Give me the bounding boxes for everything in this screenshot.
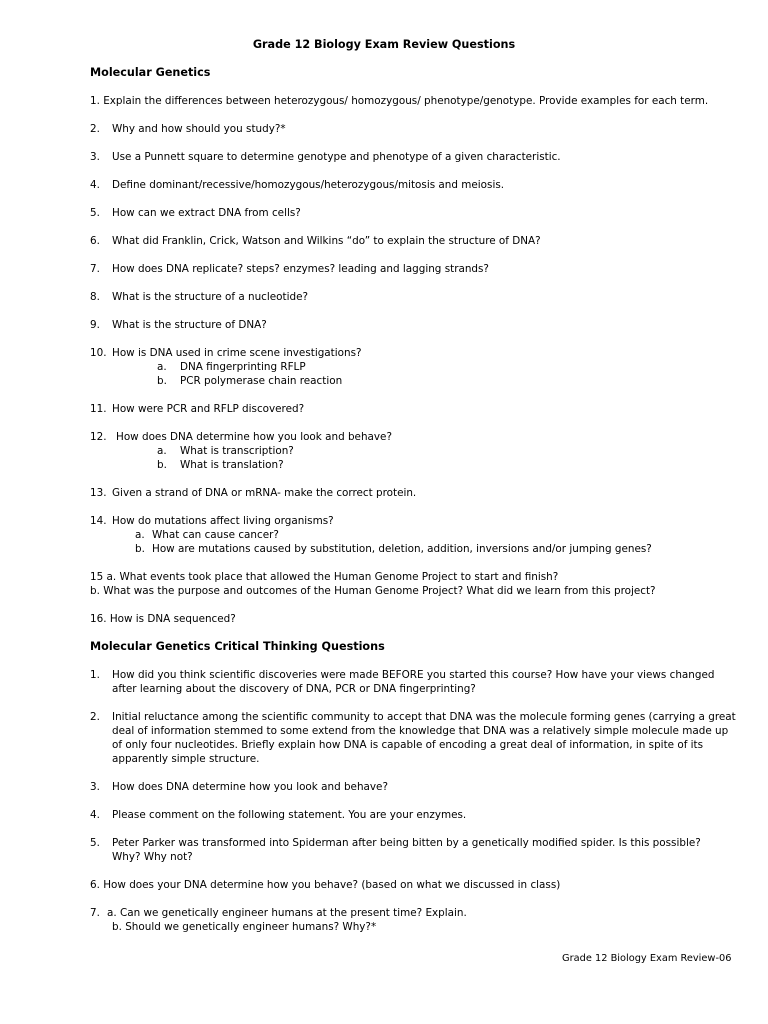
question-14a-label: a.: [135, 529, 145, 541]
critical-question-1-line-1: How did you think scientific discoveries were made BEFORE you started this course? How have your views changed: [112, 669, 715, 681]
question-15b: b. What was the purpose and outcomes of the Human Genome Project? What did we learn from this project?: [90, 585, 656, 597]
question-2-number: 2.: [90, 123, 100, 135]
critical-question-1-number: 1.: [90, 669, 100, 681]
question-4: Define dominant/recessive/homozygous/heterozygous/mitosis and meiosis.: [112, 179, 505, 191]
question-8-number: 8.: [90, 291, 100, 303]
question-11-number: 11.: [90, 403, 107, 415]
question-12a: What is transcription?: [180, 445, 294, 457]
critical-question-4-number: 4.: [90, 809, 100, 821]
critical-question-2-line-1: Initial reluctance among the scientific community to accept that DNA was the molecule forming genes (carrying a great: [112, 711, 736, 723]
question-4-number: 4.: [90, 179, 100, 191]
critical-question-3: How does DNA determine how you look and behave?: [112, 781, 388, 793]
question-11: How were PCR and RFLP discovered?: [112, 403, 305, 415]
question-12a-label: a.: [157, 445, 167, 457]
critical-question-2-number: 2.: [90, 711, 100, 723]
question-3-number: 3.: [90, 151, 100, 163]
question-10: How is DNA used in crime scene investigations?: [112, 347, 362, 359]
question-13-number: 13.: [90, 487, 107, 499]
question-10b: PCR polymerase chain reaction: [180, 375, 343, 387]
question-15a: 15 a. What events took place that allowed the Human Genome Project to start and finish?: [90, 571, 559, 583]
page-footer: Grade 12 Biology Exam Review-06: [562, 953, 732, 964]
critical-question-7-number: 7.: [90, 907, 100, 919]
critical-question-3-number: 3.: [90, 781, 100, 793]
question-5: How can we extract DNA from cells?: [112, 207, 301, 219]
section-heading-molecular-genetics: Molecular Genetics: [90, 66, 211, 79]
critical-question-1-line-2: after learning about the discovery of DNA, PCR or DNA fingerprinting?: [112, 683, 476, 695]
critical-question-2-line-4: apparently simple structure.: [112, 753, 260, 765]
question-12-number: 12.: [90, 431, 107, 443]
critical-question-5-line-1: Peter Parker was transformed into Spiderman after being bitten by a genetically modified spider. Is this possible?: [112, 837, 701, 849]
question-10a: DNA fingerprinting RFLP: [180, 361, 306, 373]
critical-question-2-line-2: deal of information stemmed to some extend from the knowledge that DNA was a relatively simple molecule made up: [112, 725, 729, 737]
critical-question-5-number: 5.: [90, 837, 100, 849]
question-10-number: 10.: [90, 347, 107, 359]
question-12b: What is translation?: [180, 459, 284, 471]
question-14b-label: b.: [135, 543, 145, 555]
question-14: How do mutations affect living organisms?: [112, 515, 334, 527]
critical-question-7b: b. Should we genetically engineer humans? Why?*: [112, 921, 377, 933]
question-8: What is the structure of a nucleotide?: [112, 291, 308, 303]
section-heading-critical-thinking: Molecular Genetics Critical Thinking Questions: [90, 640, 385, 653]
critical-question-6: 6. How does your DNA determine how you behave? (based on what we discussed in class): [90, 879, 561, 891]
question-7-number: 7.: [90, 263, 100, 275]
question-6: What did Franklin, Crick, Watson and Wilkins “do” to explain the structure of DNA?: [112, 235, 541, 247]
question-2: Why and how should you study?*: [112, 123, 286, 135]
question-16: 16. How is DNA sequenced?: [90, 613, 236, 625]
question-5-number: 5.: [90, 207, 100, 219]
question-14-number: 14.: [90, 515, 107, 527]
question-10a-label: a.: [157, 361, 167, 373]
question-6-number: 6.: [90, 235, 100, 247]
question-12: How does DNA determine how you look and behave?: [116, 431, 392, 443]
critical-question-5-line-2: Why? Why not?: [112, 851, 193, 863]
question-10b-label: b.: [157, 375, 167, 387]
question-13: Given a strand of DNA or mRNA- make the correct protein.: [112, 487, 417, 499]
question-3: Use a Punnett square to determine genotype and phenotype of a given characteristic.: [112, 151, 561, 163]
critical-question-7a: a. Can we genetically engineer humans at the present time? Explain.: [107, 907, 467, 919]
question-1: 1. Explain the differences between heterozygous/ homozygous/ phenotype/genotype. Provide examples for each term.: [90, 95, 709, 107]
question-9: What is the structure of DNA?: [112, 319, 267, 331]
critical-question-2-line-3: of only four nucleotides. Briefly explain how DNA is capable of encoding a great deal of information, in spite of its: [112, 739, 704, 751]
critical-question-4: Please comment on the following statement. You are your enzymes.: [112, 809, 467, 821]
question-9-number: 9.: [90, 319, 100, 331]
question-12b-label: b.: [157, 459, 167, 471]
question-7: How does DNA replicate? steps? enzymes? leading and lagging strands?: [112, 263, 489, 275]
question-14b: How are mutations caused by substitution, deletion, addition, inversions and/or jumping genes?: [152, 543, 652, 555]
question-14a: What can cause cancer?: [152, 529, 279, 541]
page-title: Grade 12 Biology Exam Review Questions: [252, 38, 516, 51]
